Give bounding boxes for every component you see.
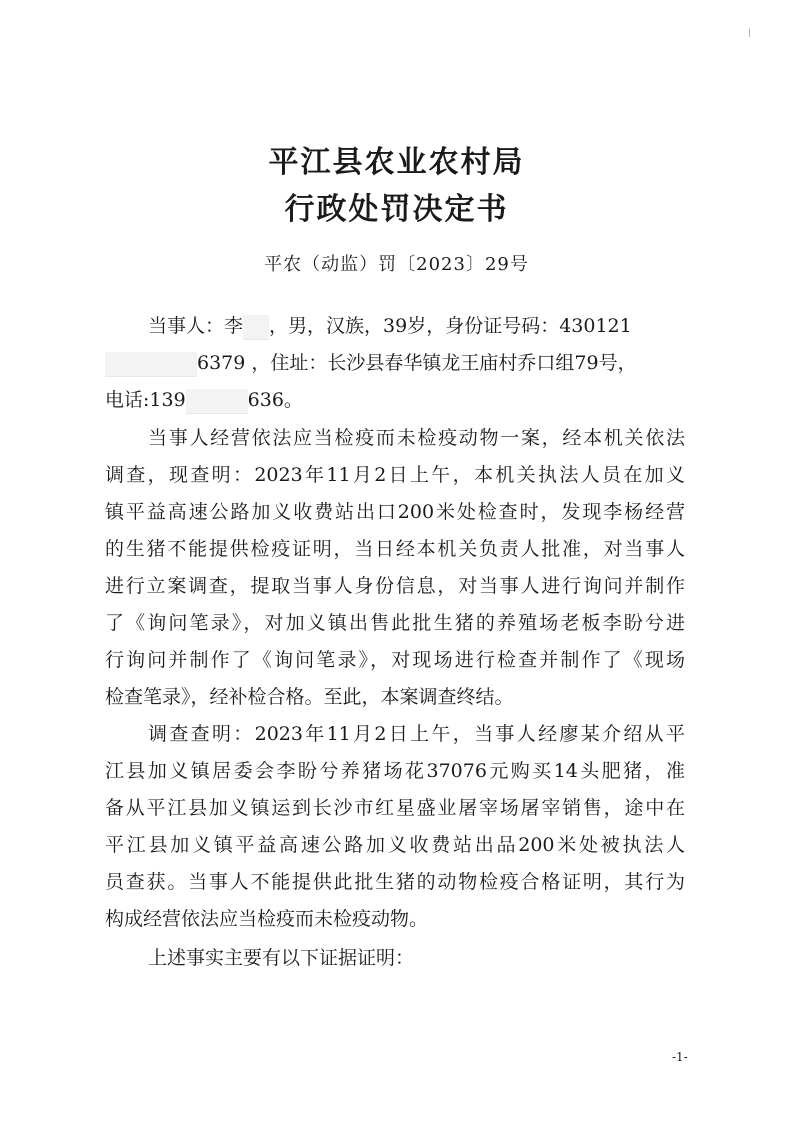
corner-mark: / bbox=[746, 27, 754, 40]
paragraph-2-line: 备从平江县加义镇运到长沙市红星盛业屠宰场屠宰销售，途中在 bbox=[105, 797, 685, 819]
redaction-block bbox=[243, 315, 269, 340]
document-type-title: 行政处罚决定书 bbox=[284, 192, 509, 227]
document-number: 平农（动监）罚〔2023〕29号 bbox=[264, 254, 529, 275]
paragraph-2-line: 员查获。当事人不能提供此批生猪的动物检疫合格证明，其行为 bbox=[105, 871, 685, 893]
party-line-2 bbox=[105, 350, 637, 377]
paragraph-2-line: 调查查明：2023年11月2日上午，当事人经廖某介绍从平 bbox=[148, 723, 685, 745]
paragraph-1-line: 调查，现查明：2023年11月2日上午，本机关执法人员在加义 bbox=[105, 464, 685, 486]
issuer-title: 平江县农业农村局 bbox=[268, 145, 525, 180]
paragraph-2-line: 平江县加义镇平益高速公路加义收费站出品200米处被执法人 bbox=[105, 834, 685, 856]
party-line-3 bbox=[105, 387, 303, 414]
paragraph-1-line: 的生猪不能提供检疫证明，当日经本机关负责人批准，对当事人 bbox=[105, 538, 685, 560]
paragraph-2-line: 江县加义镇居委会李盼兮养猪场花37076元购买14头肥猪，准 bbox=[105, 760, 685, 782]
party-phone-end: 636。 bbox=[247, 389, 303, 411]
party-phone-label: 电话:139 bbox=[105, 389, 186, 411]
party-address: 6379 ，住址：长沙县春华镇龙王庙村乔口组79号， bbox=[197, 352, 637, 374]
party-line-1 bbox=[148, 313, 632, 340]
paragraph-1-line: 当事人经营依法应当检疫而未检疫动物一案，经本机关依法 bbox=[148, 427, 685, 449]
party-details: ，男，汉族，39岁，身份证号码：430121 bbox=[269, 315, 632, 337]
redaction-block bbox=[105, 352, 197, 377]
paragraph-1-line: 进行立案调查，提取当事人身份信息，对当事人进行询问并制作 bbox=[105, 575, 685, 597]
paragraph-1-line: 镇平益高速公路加义收费站出口200米处检查时，发现李杨经营 bbox=[105, 501, 685, 523]
paragraph-1-line: 检查笔录》，经补检合格。至此，本案调查终结。 bbox=[105, 686, 514, 708]
paragraph-1-line: 了《询问笔录》，对加义镇出售此批生猪的养殖场老板李盼兮进 bbox=[105, 612, 685, 634]
paragraph-2-line: 构成经营依法应当检疫而未检疫动物。 bbox=[105, 908, 429, 930]
redaction-block bbox=[186, 389, 248, 414]
paragraph-3-line: 上述事实主要有以下证据证明： bbox=[148, 947, 415, 969]
party-name-label: 当事人：李 bbox=[148, 315, 244, 337]
page-number: -1- bbox=[672, 1050, 688, 1064]
paragraph-1-line: 行询问并制作了《询问笔录》，对现场进行检查并制作了《现场 bbox=[105, 649, 685, 671]
